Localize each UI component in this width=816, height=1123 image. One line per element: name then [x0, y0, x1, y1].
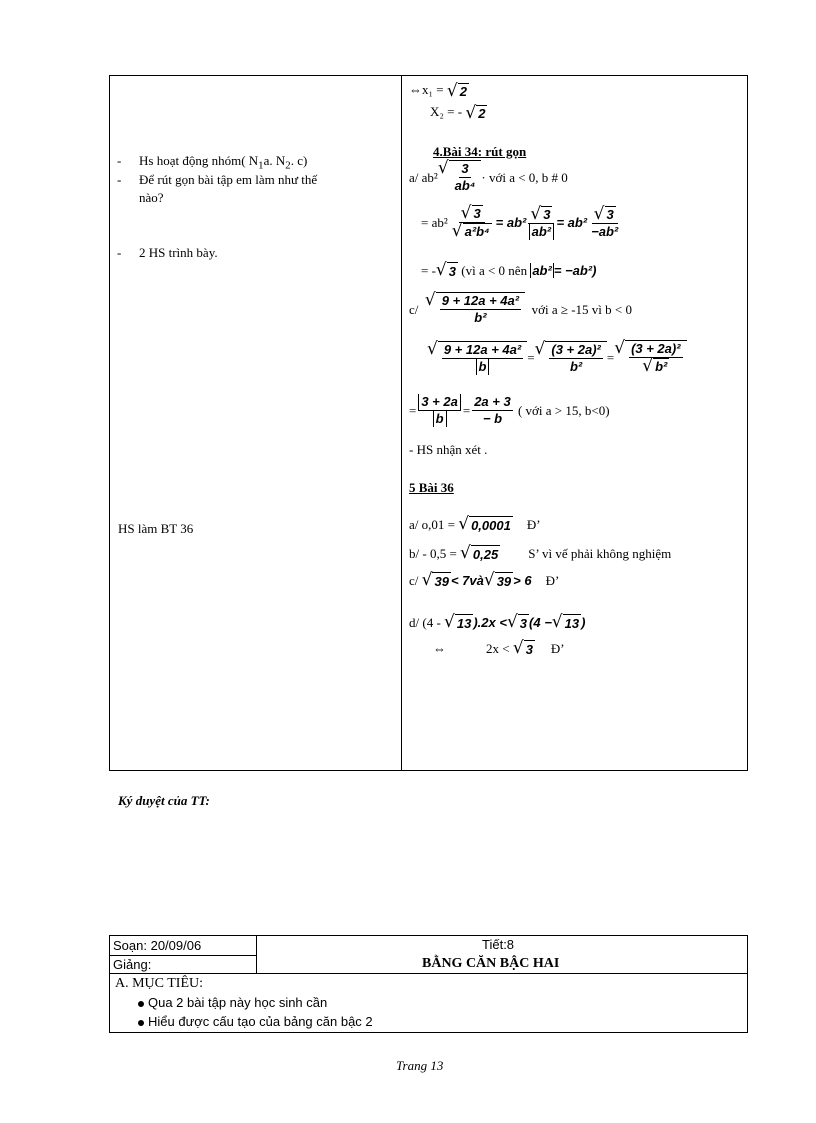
d36-f: )	[581, 615, 586, 630]
c36-d: > 6	[513, 573, 532, 588]
sqrt: √ 39	[483, 570, 512, 590]
sqrt: √ 13	[444, 612, 472, 632]
x1-label: ⇔x₁ =	[409, 82, 444, 97]
frac-c1	[418, 394, 461, 427]
section-title: A. MỤC TIÊU:	[115, 976, 204, 991]
dash: -	[117, 245, 122, 260]
d36-label: d/ (4 -	[409, 615, 441, 630]
column-divider	[401, 75, 402, 770]
bullet-icon	[138, 1001, 144, 1007]
a36-val: 0,0001	[471, 517, 511, 533]
bai34-c-result	[409, 394, 610, 427]
eq-x2	[430, 104, 487, 122]
sqrt: √ 39	[421, 570, 449, 590]
a-label: a/ ab²	[409, 169, 438, 185]
c-res-den: b	[433, 411, 447, 427]
bai36-b	[409, 545, 671, 562]
c36-a: 39	[434, 573, 449, 589]
c-num3: (3 + 2a)²	[551, 341, 601, 357]
bullet-2	[138, 1014, 373, 1029]
a-num: 3	[461, 161, 469, 176]
left-item-2-line1: Để rút gọn bài tập em làm như thế	[139, 172, 318, 187]
lesson-row-divider-1	[110, 955, 256, 956]
c-res-note: ( với a > 15, b<0)	[517, 403, 610, 418]
frac-1: √ 3 √ a²b⁴	[451, 203, 490, 242]
sqrt: √ 2	[465, 102, 486, 123]
frac-3: √ 3 −ab²	[591, 203, 619, 239]
frac-2: √ 3 ab²	[528, 206, 554, 240]
sqrt3: 3	[543, 206, 551, 222]
sqrt3: 3	[448, 263, 456, 279]
bai34-c	[409, 292, 632, 326]
sqrt: √ 0,25	[460, 543, 499, 563]
sqrt: √ 3	[435, 260, 456, 280]
bai34-a	[409, 160, 568, 194]
den-abs-ab2: ab²	[529, 224, 555, 240]
frac-c2	[472, 394, 513, 427]
sqrt-frac: √ (3 + 2a)² √ b²	[614, 340, 686, 375]
eq: =	[606, 350, 615, 366]
a36-mark: Đ’	[526, 517, 541, 532]
left-item-1-text2: a. N	[263, 153, 286, 168]
abs-ab2: ab²	[532, 263, 552, 278]
left-item-3-text: 2 HS trình bày.	[139, 245, 218, 260]
bai34-title: 4.Bài 34: rút gọn	[433, 144, 527, 159]
d36-mark: Đ’	[550, 641, 565, 656]
bullet-2-text: Hiểu được cấu tạo của bảng căn bậc 2	[148, 1014, 373, 1029]
c36-c: 39	[496, 573, 512, 589]
c-den3: b²	[569, 358, 583, 374]
eq: =	[527, 350, 535, 366]
eq: =	[462, 403, 471, 418]
lesson-row-divider-2	[110, 973, 747, 974]
c36-mark: Đ’	[545, 573, 560, 588]
sqrt3: 3	[473, 206, 481, 222]
dash: -	[117, 153, 122, 168]
c-res-num: 3 + 2a	[418, 394, 461, 411]
hs-nhan-xet: - HS nhận xét .	[409, 442, 488, 457]
b36-val: 0,25	[472, 546, 499, 562]
bai36-title: 5 Bài 36	[409, 480, 454, 495]
sqrt: √ 13	[551, 612, 580, 632]
sqrt: √ 3	[506, 612, 528, 632]
approval-label: Ký duyệt của TT:	[118, 793, 210, 808]
sqrt-frac: √ $\frac{3}{\text{ab⁴}}$	[438, 160, 482, 194]
sub-1: 1	[258, 159, 264, 172]
hs-bt36: HS làm BT 36	[118, 521, 194, 536]
soan-label: Soạn: 20/09/06	[113, 938, 202, 953]
sqrt-frac: √ $\frac{\text{9 + 12a + 4a²}}{b}$	[427, 341, 527, 375]
left-item-1	[117, 153, 307, 174]
tiet-label: Tiết:8	[482, 937, 515, 952]
lesson-title: BẰNG CĂN BẬC HAI	[422, 956, 560, 971]
c-num4: (3 + 2a)²	[631, 341, 681, 356]
left-item-1-text: Hs hoạt động nhóm( N	[139, 153, 259, 168]
eq-ab2: = ab²	[495, 215, 527, 231]
dash: -	[117, 172, 122, 187]
giang-label: Giảng:	[113, 957, 152, 972]
left-item-1-text3: . c)	[290, 153, 308, 168]
sub-2: 2	[285, 159, 291, 172]
sqrt: √ 0,0001	[458, 514, 511, 534]
c36-label: c/	[409, 573, 419, 588]
equiv-arrow: ⇔	[433, 641, 446, 656]
c-den: b²	[474, 310, 487, 325]
sqrt-frac: √ $\frac{\text{(3 + 2a)²}}{\text{b²}}$	[535, 341, 607, 375]
c-num: 9 + 12a + 4a²	[441, 293, 520, 308]
bai34-c-step	[427, 340, 687, 375]
c-res-num2: 2a + 3	[474, 394, 511, 409]
d36-d: (4 −	[529, 615, 552, 630]
bai36-d-result	[433, 640, 565, 657]
c-res-den2: − b	[482, 411, 503, 426]
page-number: Trang 13	[396, 1058, 444, 1073]
a-cond: · với a < 0, b # 0	[481, 169, 568, 185]
bai36-c	[409, 572, 559, 589]
den-neg-ab2: −ab²	[591, 223, 619, 239]
bai34-a-result	[421, 262, 596, 279]
a-res: = -	[421, 263, 436, 278]
c-cond: với a ≥ -15 vì b < 0	[531, 301, 632, 317]
d36-res: 2x <	[486, 641, 510, 656]
sqrt3: 3	[606, 206, 614, 222]
d36-c: 3	[519, 615, 528, 631]
bai36-d	[409, 614, 585, 631]
left-item-2-line2: nào?	[139, 190, 164, 205]
bullet-icon	[138, 1020, 144, 1026]
bullet-1-text: Qua 2 bài tập này học sinh cần	[148, 995, 328, 1010]
den-a2b4: a²b⁴	[464, 224, 490, 240]
d36-e: 13	[564, 615, 580, 631]
left-item-2	[117, 172, 317, 187]
bai34-a-step1	[421, 205, 622, 240]
x2-value: 2	[478, 106, 486, 122]
b36-mark: S’ vì vế phải không nghiệm	[528, 546, 672, 561]
c36-b: < 7và	[450, 573, 484, 588]
bullet-1	[138, 995, 327, 1010]
sqrt: √ 2	[446, 80, 467, 101]
a-res-note2: = −ab²)	[553, 263, 597, 278]
sqrt-frac: √ $\frac{\text{9 + 12a + 4a²}}{\text{b²}}$	[425, 292, 525, 326]
c-den2: b	[476, 359, 490, 375]
x1-value: 2	[459, 84, 467, 100]
d36-a: 13	[456, 615, 472, 631]
a-eq1: = ab²	[421, 215, 448, 231]
c-label: c/	[409, 301, 419, 317]
eq-ab2-2: = ab²	[556, 215, 588, 231]
lesson-col-divider	[256, 935, 257, 973]
x2-label: X₂ = -	[430, 104, 463, 119]
a36-label: a/ o,01 =	[409, 517, 455, 532]
d36-b: ).2x <	[473, 615, 507, 630]
sqrt: √ 3	[512, 638, 533, 658]
eq-x1	[409, 82, 469, 100]
d36-res-val: 3	[525, 641, 533, 657]
a-res-note: (vì a < 0 nên	[461, 263, 528, 278]
eq: =	[409, 403, 417, 418]
bai36-a	[409, 516, 541, 533]
left-item-3	[117, 245, 218, 260]
c-den4: b²	[655, 359, 668, 375]
b36-label: b/ - 0,5 =	[409, 546, 457, 561]
a-den: ab⁴	[454, 178, 476, 193]
c-num2: 9 + 12a + 4a²	[443, 341, 522, 357]
